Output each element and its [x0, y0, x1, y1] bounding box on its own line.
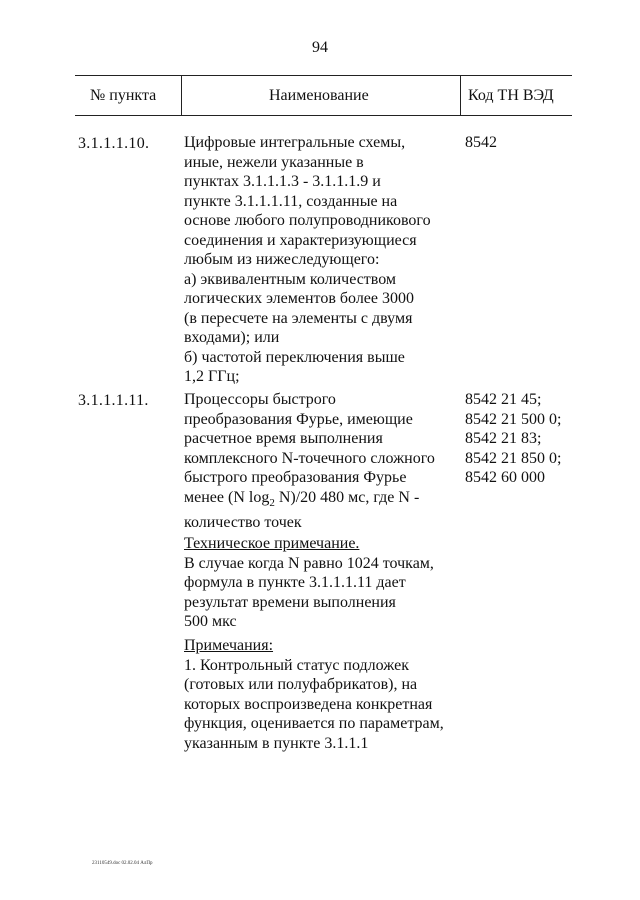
table-top-border	[75, 75, 572, 76]
name-line: (в пересчете на элементы с двумя	[184, 309, 413, 327]
code-line: 8542 21 83;	[465, 430, 542, 447]
row-name	[184, 390, 464, 533]
note-line: (готовых или полуфабрикатов), на	[184, 676, 418, 693]
page-number: 94	[312, 39, 328, 56]
code-line: 8542 21 850 0;	[465, 449, 562, 467]
name-line: Процессоры быстрого	[184, 391, 336, 408]
name-line: количество точек	[184, 514, 302, 532]
technical-note-title: Техническое примечание.	[184, 535, 360, 552]
name-line: соединения и характеризующиеся	[184, 231, 417, 249]
code-line: 8542 21 500 0;	[465, 410, 562, 428]
note-line: 1. Контрольный статус подложек	[184, 656, 409, 674]
formula-text-before: менее (N log	[184, 488, 270, 506]
note-line: 500 мкс	[184, 613, 237, 630]
notes-title: Примечания:	[184, 637, 274, 654]
formula-text-after: N)/20 480 мс, где N -	[274, 488, 420, 506]
name-line: иные, нежели указанные в	[184, 153, 364, 171]
row-number: 3.1.1.1.10.	[78, 135, 150, 152]
header-name: Наименование	[269, 87, 369, 104]
note-line: функция, оценивается по параметрам,	[184, 715, 444, 732]
name-line: входами); или	[184, 329, 280, 346]
column-divider-1	[181, 75, 182, 116]
name-line: любым из нижеследующего:	[184, 251, 380, 268]
code-line: 8542	[465, 134, 497, 151]
table-header-bottom-border	[75, 115, 572, 116]
code-line: 8542 21 45;	[465, 391, 542, 408]
technical-note	[184, 534, 464, 632]
row-code	[465, 390, 561, 488]
note-line: В случае когда N равно 1024 точкам,	[184, 554, 434, 572]
name-line: быстрого преобразования Фурье	[184, 469, 407, 486]
name-line: б) частотой переключения выше	[184, 348, 405, 366]
row-name	[184, 133, 464, 387]
name-line: комплексного N-точечного сложного	[184, 449, 435, 467]
name-line: 1,2 ГГц;	[184, 368, 240, 385]
name-line: логических элементов более 3000	[184, 290, 414, 307]
formula-subscript: 2	[269, 496, 275, 509]
document-footer: 23110549.doc 02.02.04 АлПр	[92, 861, 153, 866]
note-line: формула в пункте 3.1.1.1.11 дает	[184, 574, 406, 591]
row-number: 3.1.1.1.11.	[78, 392, 149, 409]
note-line: указанным в пункте 3.1.1.1	[184, 734, 369, 752]
name-line: преобразования Фурье, имеющие	[184, 410, 413, 428]
header-number: № пункта	[90, 87, 157, 104]
note-line: которых воспроизведена конкретная	[184, 695, 433, 713]
column-divider-2	[460, 75, 461, 116]
notes	[184, 636, 464, 753]
name-line: пункте 3.1.1.1.11, созданные на	[184, 192, 398, 210]
formula-line	[184, 488, 464, 514]
code-line: 8542 60 000	[465, 469, 545, 486]
note-line: результат времени выполнения	[184, 593, 396, 611]
name-line: Цифровые интегральные схемы,	[184, 134, 406, 151]
header-code: Код ТН ВЭД	[468, 87, 554, 104]
name-line: расчетное время выполнения	[184, 430, 383, 447]
row-code	[465, 133, 497, 153]
name-line: пунктах 3.1.1.1.3 - 3.1.1.1.9 и	[184, 173, 381, 190]
name-line: а) эквивалентным количеством	[184, 270, 397, 288]
name-line: основе любого полупроводникового	[184, 212, 431, 229]
